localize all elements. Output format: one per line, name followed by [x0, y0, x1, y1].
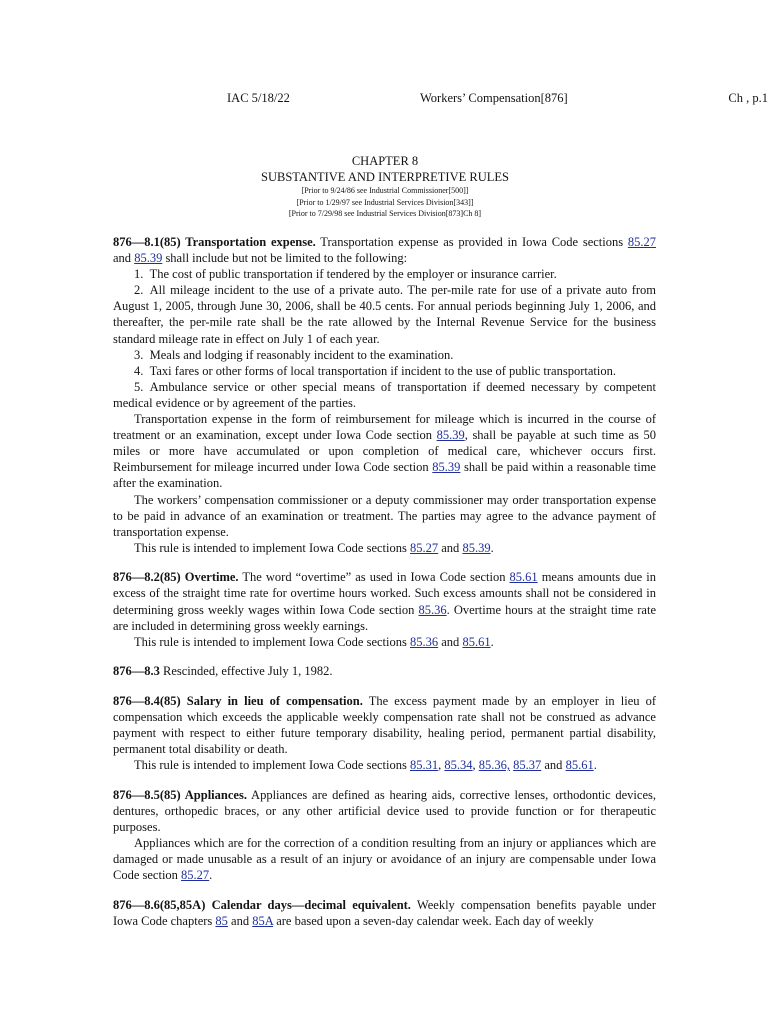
code-section-link[interactable]: 85.34 — [444, 758, 473, 773]
rule-text: shall be paid within a reasonable time after the examination. — [113, 460, 656, 491]
header-left: IAC 5/18/22 — [227, 91, 290, 105]
code-section-link[interactable]: 85.27 — [627, 235, 656, 249]
rule-text: shall include but not be limited to the following: — [162, 251, 408, 266]
code-section-link[interactable]: 85.36, — [478, 758, 510, 773]
rule-text: and — [438, 540, 463, 555]
rule-text: The excess payment made by an employer in lieu of compensation which exceeds the applicable weekly compensation rate shall not be construed as advance payment with respect to either future temporary disability, healing period, permanent partial disability, permanent total disability or death. — [113, 693, 656, 757]
code-section-link[interactable]: 85.27 — [181, 868, 210, 883]
rule-text: . Overtime hours at the straight time rate are included in determining gross weekly earnings. — [113, 602, 656, 633]
rule-8-2 — [113, 569, 656, 633]
history-note: [Prior to 1/29/97 see Industrial Services Division[343]] — [296, 197, 474, 207]
rule-paragraph — [113, 835, 656, 883]
rule-text: Transportation expense as provided in Iowa Code sections — [315, 235, 628, 249]
rule-text: . — [490, 634, 494, 649]
rule-text: means amounts due in excess of the straight time rate for overtime hours worked. Such excess amounts shall not be considered in determining gross weekly wages within Iowa Code section — [113, 570, 656, 617]
rule-text: This rule is intended to implement Iowa Code sections — [134, 634, 410, 649]
code-section-link[interactable]: 85.27 — [410, 540, 439, 555]
rule-text: The word “overtime” as used in Iowa Code section — [238, 570, 510, 585]
list-item: 2. All mileage incident to the use of a private auto. The per-mile rate for use of a private auto from August 1, 2005, through June 30, 2006, shall be 40.5 cents. For annual periods beginning July 1, 2006, and thereafter, the per-mile rate shall be the rate allowed by the Internal Revenue Service for the business standard mileage rate in effect on July 1 of each year. — [113, 283, 656, 346]
rule-text: are based upon a seven-day calendar week. Each day of weekly — [273, 914, 594, 929]
list-item: 1. The cost of public transportation if tendered by the employer or insurance carrier. — [134, 267, 557, 282]
rule-text: . — [490, 540, 494, 555]
implementation-note — [113, 540, 656, 556]
chapter-heading — [0, 153, 770, 220]
implementation-note — [113, 757, 656, 773]
rule-text: Transportation expense in the form of reimbursement for mileage which is incurred in the course of treatment or an examination, except under Iowa Code section — [113, 412, 656, 443]
code-section-link[interactable]: 85.37 — [513, 758, 542, 773]
code-section-link[interactable]: 85.61 — [462, 634, 491, 649]
rule-heading: 876—8.2(85) Overtime. — [113, 570, 239, 585]
rule-text: This rule is intended to implement Iowa Code sections — [134, 758, 410, 773]
rule-text: and — [438, 634, 463, 649]
rule-text: Appliances are defined as hearing aids, corrective lenses, orthodontic devices, dentures, orthopedic braces, or any other artificial device used to provide function or for therapeutic purposes. — [113, 787, 656, 835]
rule-text: , — [438, 758, 445, 773]
rule-8-5 — [113, 787, 656, 835]
code-section-link[interactable]: 85.61 — [565, 758, 594, 773]
chapter-number: CHAPTER 8 — [351, 154, 419, 168]
rule-heading: 876—8.4(85) Salary in lieu of compensation. — [113, 693, 363, 708]
rule-text: Appliances which are for the correction of a condition resulting from an injury or appliances which are damaged or made unusable as a result of an injury or avoidance of an injury are compensable under Iowa Code section — [113, 836, 656, 883]
rule-text: . — [593, 758, 597, 773]
code-chapter-link[interactable]: 85A — [252, 914, 274, 929]
rule-text: Rescinded, effective July 1, 1982. — [159, 664, 333, 679]
implementation-note — [113, 634, 656, 650]
rule-8-1-intro — [113, 234, 656, 266]
code-section-link[interactable]: 85.39 — [432, 460, 461, 475]
rule-text: This rule is intended to implement Iowa Code sections — [134, 540, 410, 555]
code-section-link[interactable]: 85.36 — [410, 634, 439, 649]
rule-heading: 876—8.1(85) Transportation expense. — [113, 235, 316, 249]
rule-text: . — [209, 868, 213, 883]
rule-8-3 — [113, 663, 656, 679]
list-item: 3. Meals and lodging if reasonably incident to the examination. — [134, 347, 454, 362]
code-section-link[interactable]: 85.31 — [410, 758, 439, 773]
rule-text: and — [541, 758, 566, 773]
code-section-link[interactable]: 85.39 — [462, 540, 491, 555]
history-note: [Prior to 9/24/86 see Industrial Commissioner[500]] — [301, 186, 469, 195]
header-right: Ch , p.1 — [728, 91, 768, 105]
code-section-link[interactable]: 85.39 — [436, 428, 465, 443]
chapter-title: SUBSTANTIVE AND INTERPRETIVE RULES — [261, 170, 509, 184]
rule-8-6 — [113, 897, 656, 929]
rule-text: Weekly compensation benefits payable under Iowa Code chapters — [113, 897, 656, 929]
rule-heading: 876—8.5(85) Appliances. — [113, 787, 247, 802]
header-center: Workers’ Compensation[876] — [420, 91, 568, 105]
history-note: [Prior to 7/29/98 see Industrial Services Division[873]Ch 8] — [288, 209, 482, 218]
rule-heading: 876—8.6(85,85A) Calendar days—decimal equivalent. — [113, 897, 411, 912]
code-section-link[interactable]: 85.61 — [509, 570, 538, 585]
code-section-link[interactable]: 85.36 — [418, 602, 447, 617]
rule-text: and — [113, 251, 135, 266]
rule-heading: 876—8.3 — [113, 664, 160, 679]
code-chapter-link[interactable]: 85 — [215, 914, 228, 929]
list-item: 5. Ambulance service or other special means of transportation if deemed necessary by competent medical evidence or by agreement of the parties. — [113, 379, 656, 410]
rule-paragraph — [113, 411, 656, 491]
rule-text: and — [227, 914, 253, 929]
list-item: 4. Taxi fares or other forms of local transportation if incident to the use of public transportation. — [134, 363, 616, 378]
rule-text: , — [472, 758, 479, 773]
rule-8-4 — [113, 693, 656, 757]
rule-paragraph: The workers’ compensation commissioner or a deputy commissioner may order transportation expense to be paid in advance of an examination or treatment. The parties may agree to the advance payment of transportation expense. — [113, 492, 656, 539]
rule-text: , shall be payable at such time as 50 miles or more have accumulated or upon completion of medical care, whichever occurs first. Reimbursement for mileage incurred under Iowa Code section — [113, 428, 656, 475]
rules-body — [113, 234, 656, 929]
code-section-link[interactable]: 85.39 — [134, 251, 163, 266]
